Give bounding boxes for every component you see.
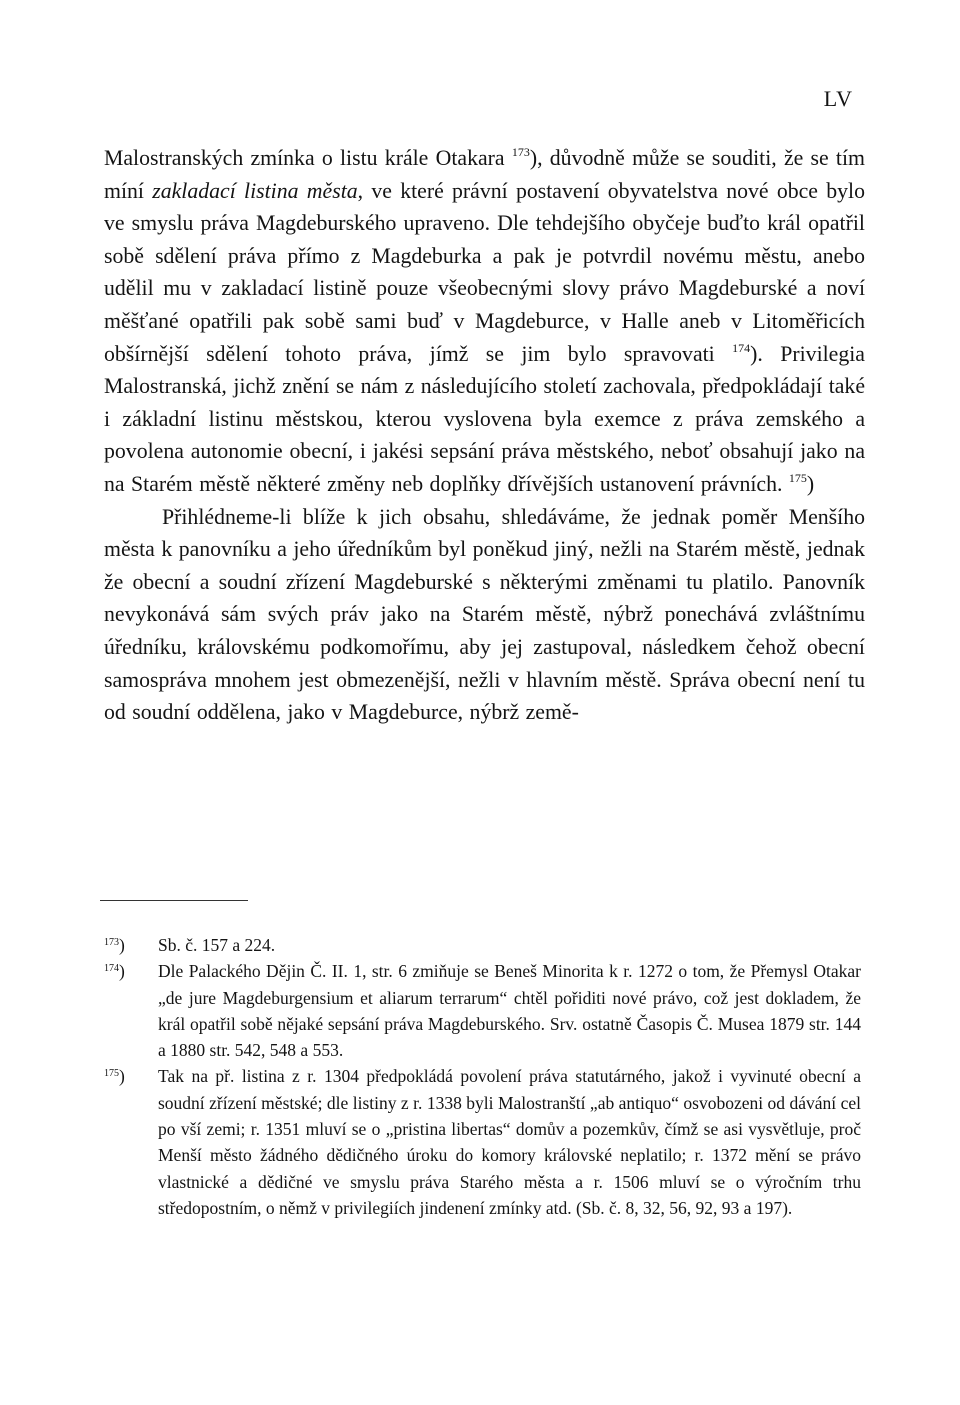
- footnote-ref: 174: [732, 340, 751, 355]
- paragraph-2: Přihlédneme-li blíže k jich obsahu, shledáváme, že jednak poměr Menšího města k panovníku a jeho úředníkům byl poněkud jiný, nežli na Starém městě, jednak že obecní a soudní zřízení Magdeburské s některými změnami tu platilo. Panovník nevykonává sám svých práv jako na Starém městě, nýbrž ponechává zvláštnímu úředníku, královskému podkomořímu, aby jej zastupoval, následkem čehož obecní samospráva mnohem jest obmezenější, nežli v hlavním městě. Správa obecní není tu od soudní oddělena, jako v Magdeburce, nýbrž země-: [104, 504, 865, 725]
- footnote-text: Dle Palackého Dějin Č. II. 1, str. 6 zmiňuje se Beneš Minorita k r. 1272 o tom, že Přemysl Otakar „de jure Magdeburgensium et aliarum terrarum“ chtěl pořiditi nové právo, což jest dokladem, že král opatřil sobě nějaké sepsání práva Magdeburského. Srv. ostatně Časopis Č. Musea 1879 str. 144 a 1880 str. 542, 548 a 553.: [158, 961, 861, 1061]
- body-text: [104, 142, 865, 729]
- footnote: [104, 932, 861, 958]
- footnotes: [104, 932, 861, 1221]
- text-run: ): [806, 471, 815, 496]
- footnote-number: $^{173}$): [104, 935, 125, 955]
- footnote-number: $^{175}$): [104, 1066, 125, 1087]
- footnote-text: Sb. č. 157 a 224.: [158, 935, 276, 955]
- footnote-text: Tak na př. listina z r. 1304 předpokládá povolení práva statutárného, jakož i vyvinuté obecní a soudní zřízení městské; dle listiny z r. 1338 byli Malostranští „ab antiquo“ osvobozeni od dávání cel po vší zemi; r. 1351 mluví se o „pristina libertas“ domův a pozemkův, čímž se asi vysvětluje, proč Menší město žádného dědičného úroku do komory královské neplatilo; r. 1372 mění se právo vlastnické a dědičné ve smyslu práva Starého města a r. 1506 mluví se o výročním trhu středopostním, o němž v privilegiích jindenení zmínky atd. (Sb. č. 8, 32, 56, 92, 93 a 197).: [158, 1066, 861, 1218]
- page-number: LV: [823, 86, 853, 111]
- footnote-divider: [100, 900, 248, 901]
- paragraph-1: [104, 142, 865, 501]
- text-run: , ve které právní postavení obyvatelstva nové obce bylo ve smyslu práva Magdeburského upraveno. Dle tehdejšího obyčeje buďto král opatřil sobě sdělení práva přímo z Magdeburka a pak je potvrdil novému městu, anebo udělil mu v zakladací listině pouze všeobecnými slovy právo Magdeburské a noví měšťané opatřili pak sobě sami buď v Magdeburce, v Halle aneb v Litoměřicích obšírnější sdělení tohoto práva, jímž se jim bylo spravovati: [104, 178, 865, 366]
- text-run: ). Privilegia Malostranská, jichž znění se nám z následujícího století zachovala, předpokládají také i základní listinu městskou, kterou vyslovena byla exemce z práva zemského a povolena autonomie obecní, i jakési sepsání práva městského, neboť obsahují jako na na Starém městě některé změny neb doplňky dřívějších ustanovení právních.: [104, 341, 865, 496]
- text-run: Malostranských zmínka o listu krále Otakara: [104, 146, 505, 170]
- footnote-ref: 173: [511, 145, 530, 159]
- footnote: [104, 1063, 861, 1221]
- footnote-ref: 175: [788, 470, 807, 485]
- italic-phrase: zakladací listina města: [152, 178, 358, 203]
- text-run: ), důvodně může se souditi, že se tím míní: [104, 146, 865, 203]
- footnote-number: $^{174}$): [104, 961, 125, 982]
- footnote: [104, 958, 861, 1063]
